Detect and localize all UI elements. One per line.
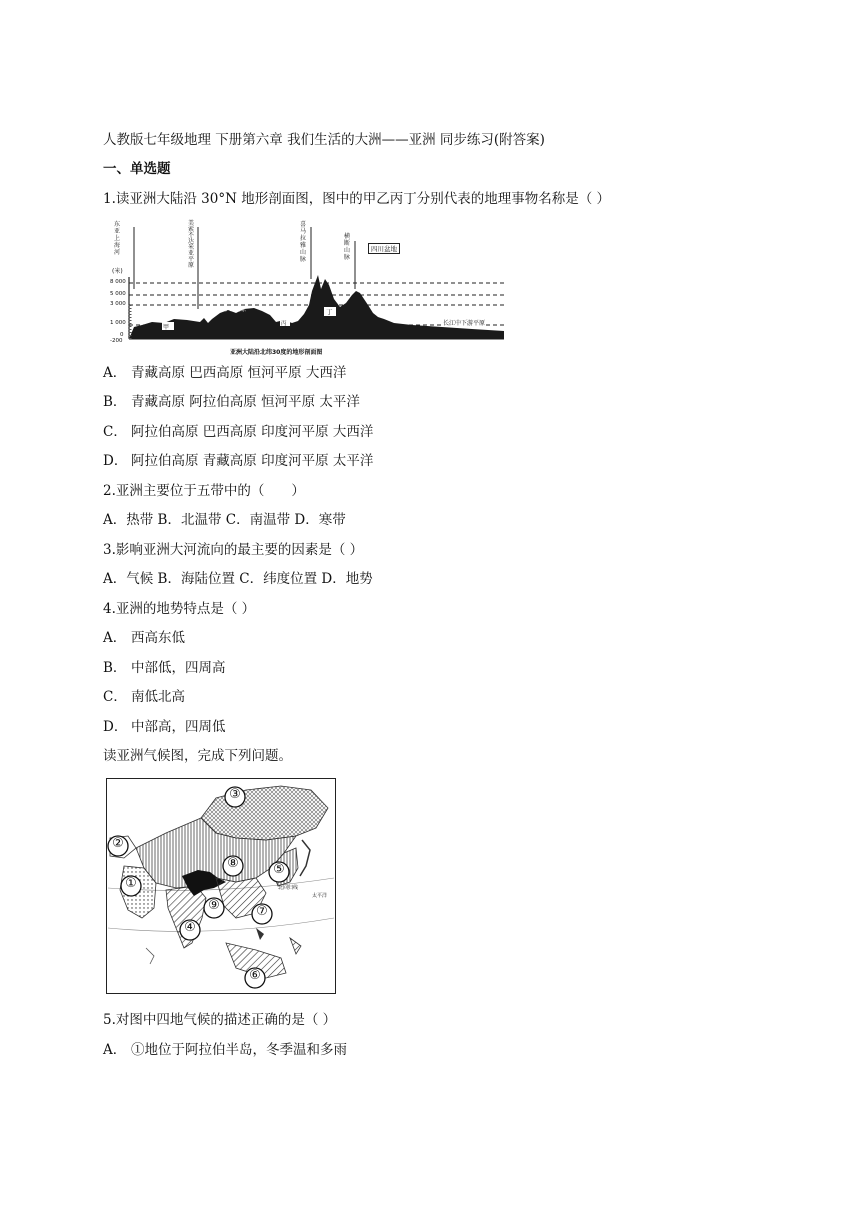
mark-iran-plateau: 伊朗高原: [224, 307, 247, 313]
terrain-profile-figure: [112, 219, 508, 357]
y-tick-8000: 8 000: [110, 279, 126, 285]
region-5-label: ⑤: [273, 862, 285, 877]
region-7-label: ⑦: [256, 904, 268, 919]
section-heading: 一、单选题: [103, 161, 171, 177]
region-6-label: ⑥: [249, 968, 261, 983]
y-tick-0: 0: [120, 332, 124, 338]
question-1-option-a: A． 青藏高原 巴西高原 恒河平原 大西洋: [103, 365, 347, 381]
label-changjiang-plain: 长江中下游平原: [443, 320, 486, 327]
question-2-options: A．热带 B．北温带 C．南温带 D．寒带: [103, 512, 346, 528]
question-1-stem: 1.读亚洲大陆沿 30°N 地形剖面图，图中的甲乙丙丁分别代表的地理事物名称是（ ）: [103, 191, 610, 207]
mark-ding: 丁: [326, 308, 333, 316]
pacific-label: 太平洋: [312, 893, 328, 899]
region-2-label: ②: [112, 836, 124, 851]
region-1-label: ①: [125, 876, 137, 891]
profile-caption: 亚洲大陆沿北纬30度的地形剖面图: [230, 349, 323, 356]
region-8-label: ⑧: [227, 856, 239, 871]
question-4-option-b: B． 中部低，四周高: [103, 660, 226, 676]
label-sichuan-basin: 四川盆地: [368, 243, 400, 254]
y-tick-3000: 3 000: [110, 301, 126, 307]
tropic-label: 北回归线: [278, 885, 299, 891]
question-4-option-c: C． 南低北高: [103, 689, 185, 705]
question-3-stem: 3.影响亚洲大河流向的最主要的因素是（ ）: [103, 542, 364, 558]
question-4-option-a: A． 西高东低: [103, 630, 185, 646]
question-4-stem: 4.亚洲的地势特点是（ ）: [103, 601, 256, 617]
y-tick-1000: 1 000: [110, 320, 126, 326]
label-left-top: 东亚上海河: [114, 221, 121, 256]
mark-jia: 甲: [163, 324, 170, 331]
y-axis-unit: (米): [112, 268, 123, 275]
label-hengduan: 横断山脉: [344, 233, 351, 261]
mark-bing: 丙: [281, 321, 287, 327]
question-5-option-a: A． ①地位于阿拉伯半岛，冬季温和多雨: [103, 1042, 347, 1058]
document-title: 人教版七年级地理 下册第六章 我们生活的大洲——亚洲 同步练习(附答案): [103, 132, 545, 148]
question-1-option-b: B． 青藏高原 阿拉伯高原 恒河平原 太平洋: [103, 394, 360, 410]
climate-map-intro: 读亚洲气候图，完成下列问题。: [103, 748, 292, 764]
y-tick-5000: 5 000: [110, 291, 126, 297]
region-3-label: ③: [229, 787, 241, 802]
question-4-option-d: D． 中部高，四周低: [103, 719, 226, 735]
question-1-option-c: C． 阿拉伯高原 巴西高原 印度河平原 大西洋: [103, 424, 374, 440]
label-mesopotamia: 美索不达米亚平原: [188, 220, 195, 269]
question-5-stem: 5.对图中四地气候的描述正确的是（ ）: [103, 1012, 337, 1028]
y-tick-minus200: -200: [110, 338, 123, 344]
region-4-label: ④: [184, 920, 196, 935]
question-2-stem: 2.亚洲主要位于五带中的（ ）: [103, 483, 305, 499]
label-himalaya: 喜马拉雅山脉: [300, 221, 307, 263]
asia-climate-map: [106, 778, 336, 994]
question-3-options: A．气候 B．海陆位置 C．纬度位置 D．地势: [103, 571, 373, 587]
region-9-label: ⑨: [208, 898, 220, 913]
question-1-option-d: D． 阿拉伯高原 青藏高原 印度河平原 太平洋: [103, 453, 374, 469]
